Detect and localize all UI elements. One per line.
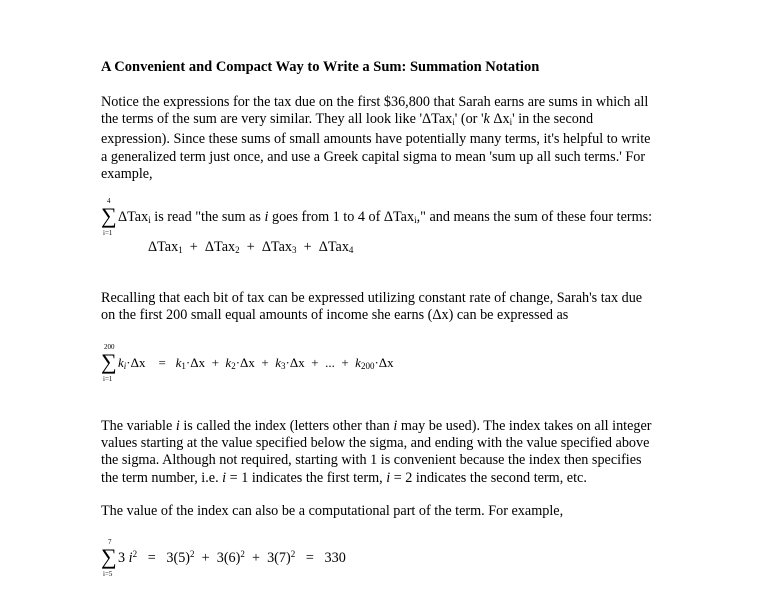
plus-sign: + bbox=[341, 355, 349, 370]
delta-x: ·Δx bbox=[374, 355, 394, 370]
subscript: 3 bbox=[281, 361, 286, 371]
plus-sign: + bbox=[311, 355, 319, 370]
text-line bbox=[101, 418, 691, 435]
subscript: 1 bbox=[181, 361, 186, 371]
text-line: Recalling that each bit of tax can be expressed utilizing constant rate of change, Sarah's tax due bbox=[101, 290, 643, 306]
plus-sign: + bbox=[201, 550, 210, 566]
delta-x: ·Δx bbox=[185, 355, 206, 370]
subscript: 2 bbox=[235, 245, 240, 255]
text-line: the sigma. Although not required, starting with 1 is convenient because the index then specifies bbox=[101, 452, 642, 469]
plus-sign: + bbox=[251, 550, 260, 566]
summation-description bbox=[118, 209, 652, 226]
term: ΔTax bbox=[148, 239, 179, 255]
sigma-upper-limit: 7 bbox=[108, 538, 112, 546]
ellipsis: ... bbox=[325, 355, 335, 370]
variable-k: k bbox=[175, 355, 182, 370]
term: ΔTax bbox=[318, 239, 349, 255]
sigma-upper-limit: 4 bbox=[107, 197, 111, 205]
summation-expression bbox=[118, 355, 394, 371]
subscript: i bbox=[452, 117, 455, 128]
subscript: 200 bbox=[360, 361, 375, 371]
text-span: Δx bbox=[489, 111, 510, 128]
text-span: = 2 indicates the second term, etc. bbox=[390, 469, 587, 486]
equals-sign: = bbox=[147, 550, 156, 566]
exponent: 2 bbox=[132, 549, 138, 559]
plus-sign: + bbox=[211, 355, 219, 370]
variable-k: k bbox=[483, 111, 490, 128]
plus-sign: + bbox=[303, 239, 312, 255]
result-value: 330 bbox=[324, 550, 346, 566]
text-span: goes from 1 to 4 of ΔTax bbox=[268, 209, 415, 225]
variable-i: i bbox=[386, 469, 391, 486]
text-span: is read "the sum as bbox=[150, 209, 265, 225]
sigma-upper-limit: 200 bbox=[104, 343, 115, 351]
delta-x: ·Δx bbox=[126, 355, 146, 370]
subscript: 1 bbox=[178, 245, 183, 255]
plus-sign: + bbox=[261, 355, 269, 370]
variable-i: i bbox=[222, 469, 227, 486]
term: 3(7) bbox=[267, 550, 291, 566]
text-line: The value of the index can also be a computational part of the term. For example, bbox=[101, 503, 564, 519]
subscript: i bbox=[148, 215, 151, 225]
variable-i: i bbox=[175, 418, 180, 434]
term: 3(6) bbox=[216, 550, 241, 566]
expanded-terms bbox=[148, 239, 353, 256]
computational-paragraph bbox=[101, 503, 691, 520]
variable-i: i bbox=[128, 550, 133, 566]
plus-sign: + bbox=[246, 239, 255, 255]
sigma-symbol: ∑ bbox=[101, 203, 117, 228]
subscript: i bbox=[414, 215, 417, 225]
text-line: values starting at the value specified below the sigma, and ending with the value specified above bbox=[101, 435, 650, 452]
intro-paragraph bbox=[101, 94, 691, 183]
text-span: ' (or ' bbox=[454, 111, 484, 128]
variable-i: i bbox=[264, 209, 269, 225]
term: ΔTax bbox=[118, 209, 149, 225]
variable-k: k bbox=[118, 355, 124, 370]
text-line: expression). Since these sums of small amounts have potentially many terms, it's helpful to write bbox=[101, 131, 651, 148]
delta-x: ·Δx bbox=[235, 355, 255, 370]
text-span: is called the index (letters other than bbox=[179, 418, 394, 434]
equals-sign: = bbox=[158, 355, 166, 370]
sigma-symbol: ∑ bbox=[101, 544, 117, 569]
text-span: The variable bbox=[101, 418, 176, 434]
text-line: a generalized term just once, and use a Greek capital sigma to mean 'sum up all such terms.' For bbox=[101, 148, 646, 165]
text-span: may be used). The index takes on all integer bbox=[397, 418, 652, 434]
text-line: Notice the expressions for the tax due on the first $36,800 that Sarah earns are sums in which all bbox=[101, 94, 649, 110]
subscript: 4 bbox=[348, 245, 354, 255]
second-paragraph bbox=[101, 290, 691, 324]
equals-sign: = bbox=[305, 550, 314, 566]
variable-k: k bbox=[275, 355, 282, 370]
sigma-lower-limit: i=5 bbox=[103, 570, 113, 578]
term: ΔTax bbox=[261, 239, 293, 255]
term: ΔTax bbox=[204, 239, 236, 255]
exponent: 2 bbox=[290, 549, 296, 559]
sigma-lower-limit: i=1 bbox=[103, 375, 113, 383]
delta-x: ·Δx bbox=[285, 355, 305, 370]
coefficient: 3 bbox=[118, 550, 126, 566]
text-span: the terms of the sum are very similar. They all look like 'ΔTax bbox=[101, 111, 453, 128]
text-line bbox=[101, 111, 691, 131]
document-title: A Convenient and Compact Way to Write a Sum: Summation Notation bbox=[101, 59, 540, 75]
text-span: = 1 indicates the first term, bbox=[226, 469, 387, 486]
variable-k: k bbox=[225, 355, 232, 370]
summation-expression bbox=[118, 549, 346, 567]
term: 3(5) bbox=[166, 550, 191, 566]
variable-i: i bbox=[393, 418, 398, 434]
text-line: on the first 200 small equal amounts of income she earns (Δx) can be expressed as bbox=[101, 307, 569, 324]
exponent: 2 bbox=[190, 549, 195, 559]
variable-k: k bbox=[355, 355, 361, 370]
index-paragraph bbox=[101, 418, 691, 487]
subscript: i bbox=[123, 361, 127, 371]
text-line: example, bbox=[101, 165, 153, 182]
plus-sign: + bbox=[189, 239, 198, 255]
text-span: the term number, i.e. bbox=[101, 469, 223, 486]
subscript: i bbox=[509, 117, 513, 128]
subscript: 2 bbox=[231, 361, 236, 371]
text-span: ," and means the sum of these four terms: bbox=[416, 209, 653, 225]
exponent: 2 bbox=[240, 549, 245, 559]
text-span: ' in the second bbox=[512, 111, 594, 128]
text-line bbox=[101, 470, 691, 487]
subscript: 3 bbox=[292, 245, 297, 255]
sigma-lower-limit: i=1 bbox=[103, 229, 113, 237]
sigma-symbol: ∑ bbox=[101, 349, 117, 374]
